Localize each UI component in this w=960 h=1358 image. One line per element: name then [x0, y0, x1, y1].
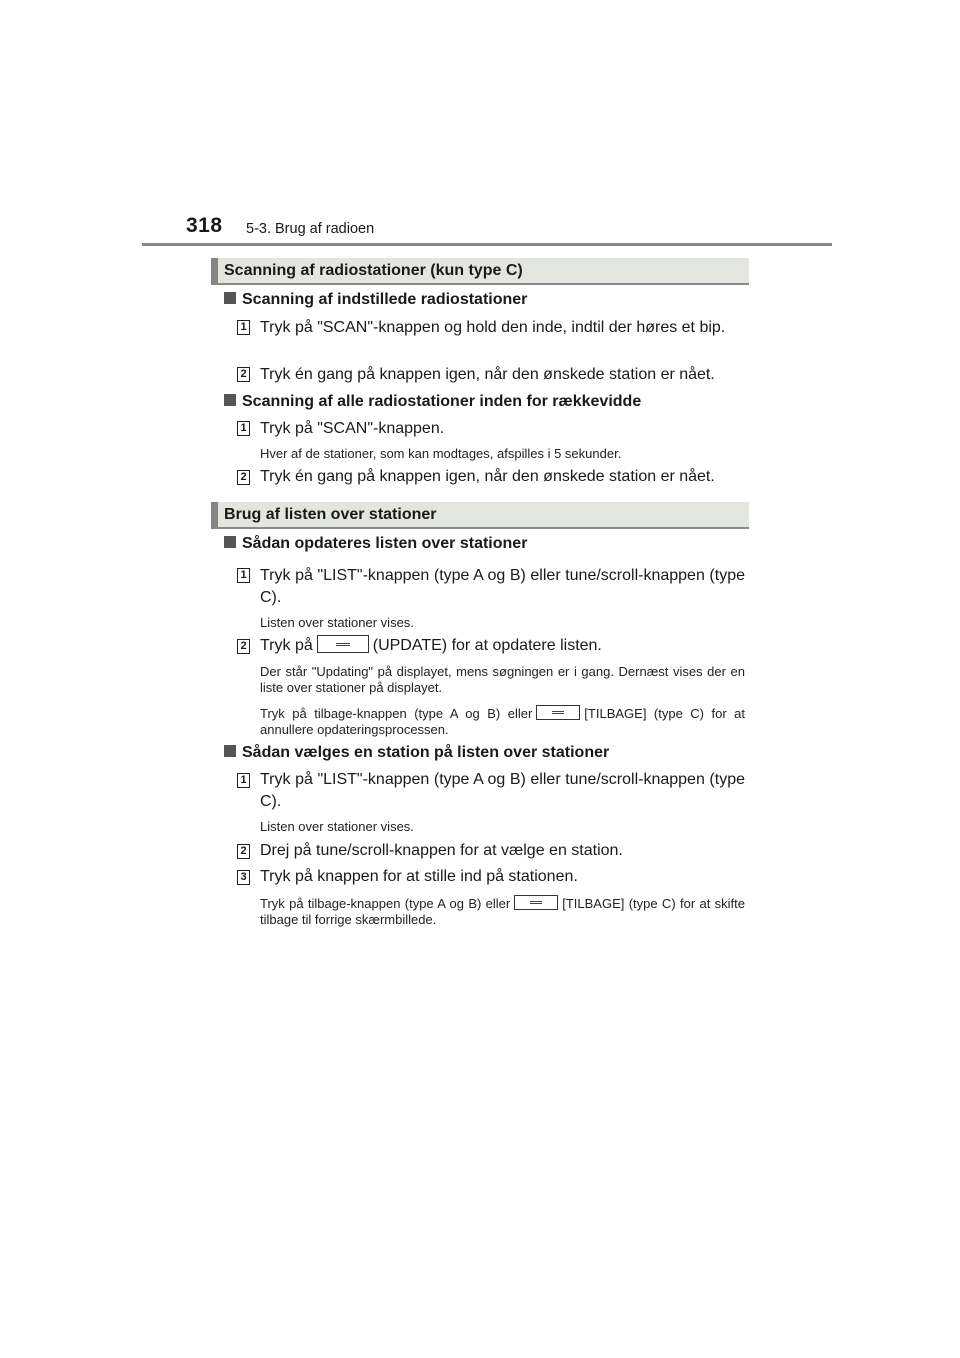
step-note-part: Tryk på tilbage-knappen (type A og B) eller: [260, 706, 533, 721]
step-note: Der står "Updating" på displayet, mens søgningen er i gang. Dernæst vises der en liste over stationer på displayet.: [260, 664, 745, 695]
step-number-badge: 3: [237, 870, 250, 885]
section-header: [211, 258, 749, 285]
step-text-part: (UPDATE) for at opdatere listen.: [372, 637, 602, 654]
step-note-part: [TILBAGE] (type C) for at annullere opdateringsprocessen.: [260, 706, 745, 737]
subsection-heading: [224, 744, 609, 762]
subsection-heading-text: Scanning af indstillede radiostationer: [242, 291, 528, 308]
header-divider: [142, 243, 832, 246]
step-text: Tryk på "SCAN"-knappen.: [260, 420, 445, 437]
step-text: Tryk én gang på knappen igen, når den ønskede station er nået.: [260, 366, 715, 383]
step-number-badge: 1: [237, 421, 250, 436]
step-number-badge: 1: [237, 320, 250, 335]
subsection-heading-text: Scanning af alle radiostationer inden for rækkevidde: [242, 393, 642, 410]
step-text: Tryk på knappen for at stille ind på stationen.: [260, 868, 578, 885]
subsection-heading: [224, 393, 641, 411]
subsection-heading-text: Sådan vælges en station på listen over stationer: [242, 744, 610, 761]
step-text-part: Tryk på: [260, 637, 313, 654]
step-note: [260, 895, 745, 928]
step-note: Hver af de stationer, som kan modtages, afspilles i 5 sekunder.: [260, 446, 622, 461]
step-note-part: Tryk på tilbage-knappen (type A og B) eller: [260, 896, 511, 911]
step-number-badge: 2: [237, 639, 250, 654]
step-note: Listen over stationer vises.: [260, 615, 414, 630]
step-text: Tryk på "SCAN"-knappen og hold den inde, indtil der høres et bip.: [260, 319, 726, 336]
back-button-icon: [514, 895, 558, 910]
step-text: [260, 635, 745, 657]
step-text: Tryk på "LIST"-knappen (type A og B) eller tune/scroll-knappen (type C).: [260, 771, 745, 810]
update-button-icon: [317, 635, 369, 653]
step-number-badge: 2: [237, 367, 250, 382]
page-number: 318: [186, 214, 223, 237]
subsection-heading: [224, 291, 527, 309]
section-header: [211, 502, 749, 529]
section-title: Scanning af radiostationer (kun type C): [224, 262, 523, 279]
step-note-part: [TILBAGE] (type C) for at skifte tilbage til forrige skærmbillede.: [260, 896, 745, 927]
subsection-heading-text: Sådan opdateres listen over stationer: [242, 535, 528, 552]
step-text: Tryk på "LIST"-knappen (type A og B) eller tune/scroll-knappen (type C).: [260, 567, 745, 606]
back-button-icon: [536, 705, 580, 720]
step-number-badge: 1: [237, 568, 250, 583]
step-text: Tryk én gang på knappen igen, når den ønskede station er nået.: [260, 468, 715, 485]
step-note: Listen over stationer vises.: [260, 819, 414, 834]
square-bullet-icon: [224, 745, 236, 757]
square-bullet-icon: [224, 292, 236, 304]
breadcrumb: 5-3. Brug af radioen: [246, 221, 375, 237]
step-number-badge: 2: [237, 844, 250, 859]
square-bullet-icon: [224, 536, 236, 548]
step-note: [260, 705, 745, 738]
step-text: Drej på tune/scroll-knappen for at vælge en station.: [260, 842, 623, 859]
section-title: Brug af listen over stationer: [224, 506, 437, 523]
square-bullet-icon: [224, 394, 236, 406]
step-number-badge: 1: [237, 773, 250, 788]
step-number-badge: 2: [237, 470, 250, 485]
subsection-heading: [224, 535, 527, 553]
